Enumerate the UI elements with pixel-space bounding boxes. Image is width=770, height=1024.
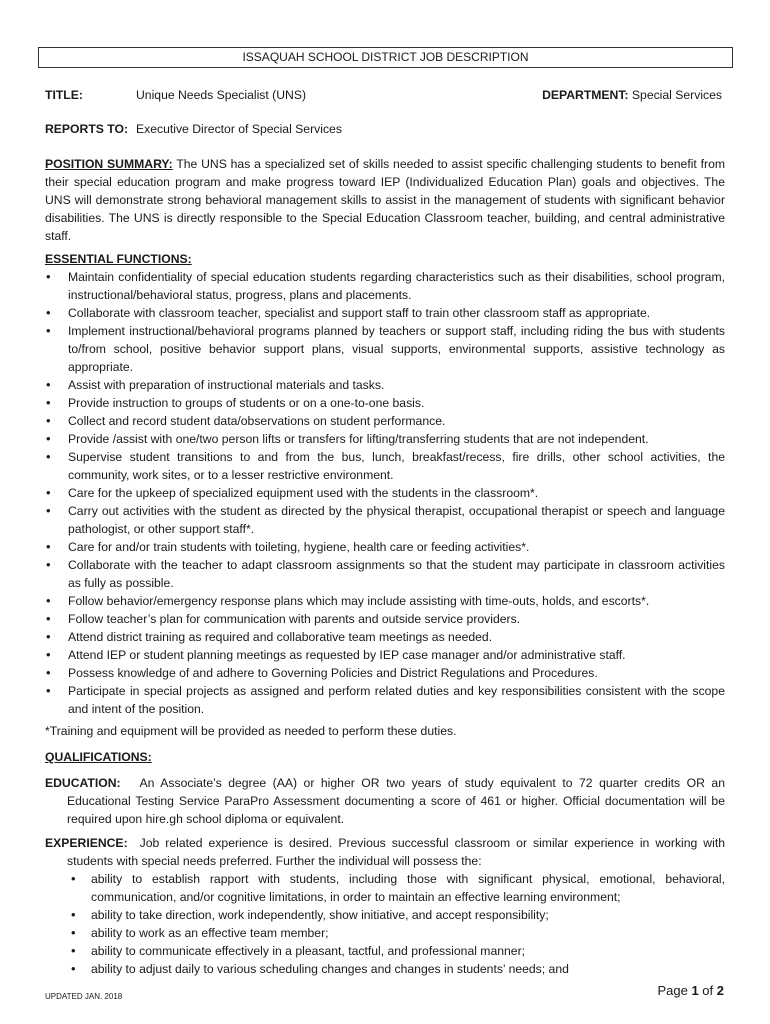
department-value: Special Services (631, 88, 722, 102)
list-item: • Provide instruction to groups of students or on a one-to-one basis. (45, 394, 725, 412)
list-item: • ability to work as an effective team member; (68, 924, 725, 942)
list-item: • Follow behavior/emergency response plans which may include assisting with time-outs, holds, and escorts*. (45, 592, 725, 610)
list-item: • Supervise student transitions to and from the bus, lunch, breakfast/recess, fire drills, other school activities, the community, work sites, or to a lesser restrictive environment. (45, 448, 725, 484)
department-label: DEPARTMENT: (542, 88, 629, 102)
qualifications-heading: QUALIFICATIONS: (45, 750, 152, 764)
list-item: • Follow teacher’s plan for communication with parents and outside service providers. (45, 610, 725, 628)
list-item: • Care for the upkeep of specialized equipment used with the students in the classroom*. (45, 484, 725, 502)
title-row (45, 86, 725, 104)
list-item: • ability to take direction, work independently, show initiative, and accept responsibility; (68, 906, 725, 924)
position-summary-label: POSITION SUMMARY: (45, 157, 173, 171)
position-summary (45, 155, 725, 245)
list-item: • Provide /assist with one/two person lifts or transfers for lifting/transferring students that are not independent. (45, 430, 725, 448)
list-item: • Possess knowledge of and adhere to Governing Policies and District Regulations and Procedures. (45, 664, 725, 682)
list-item: • ability to adjust daily to various scheduling changes and changes in students’ needs; and (68, 960, 725, 978)
essential-functions-list (45, 268, 725, 718)
list-item: • Attend district training as required and collaborative team meetings as needed. (45, 628, 725, 646)
list-item: • Assist with preparation of instructional materials and tasks. (45, 376, 725, 394)
experience-text: Job related experience is desired. Previous successful classroom or similar experience in working with students with special needs preferred. Further the individual will possess the: (67, 836, 725, 868)
list-item: • Maintain confidentiality of special education students regarding characteristics such as their disabilities, school program, instructional/behavioral status, progress, plans and placements. (45, 268, 725, 304)
training-note: *Training and equipment will be provided as needed to perform these duties. (45, 724, 457, 738)
footer-updated: UPDATED JAN. 2018 (45, 992, 123, 1001)
education-label: EDUCATION: (45, 776, 121, 790)
reports-row (45, 120, 342, 138)
document-header (38, 47, 733, 68)
reports-label: REPORTS TO: (45, 122, 129, 136)
page-number: Page 1 of 2 (657, 983, 724, 998)
list-item: • Implement instructional/behavioral programs planned by teachers or support staff, including riding the bus with students to/from school, positive behavior support plans, visual supports, environmental supports, assistive technology as appropriate. (45, 322, 725, 376)
list-item: • Carry out activities with the student as directed by the physical therapist, occupational therapist or speech and language pathologist, or other support staff*. (45, 502, 725, 538)
list-item: • Collaborate with the teacher to adapt classroom assignments so that the student may participate in classroom activities as fully as possible. (45, 556, 725, 592)
experience-section (45, 834, 725, 870)
experience-label: EXPERIENCE: (45, 836, 128, 850)
education-text: An Associate’s degree (AA) or higher OR two years of study equivalent to 72 quarter credits OR an Educational Testing Service ParaPro Assessment documenting a score of 461 or higher. Official documentation will be required upon hire.gh school diploma or equivalent. (67, 776, 725, 826)
list-item: • Collect and record student data/observations on student performance. (45, 412, 725, 430)
list-item: • Care for and/or train students with toileting, hygiene, health care or feeding activities*. (45, 538, 725, 556)
title-value: Unique Needs Specialist (UNS) (136, 88, 307, 102)
position-summary-text: The UNS has a specialized set of skills needed to assist specific challenging students to benefit from their special education program and make progress toward IEP (Individualized Education Plan) goals and objectives. The UNS will demonstrate strong behavioral management skills to assist in the management of students with significant behavior disabilities. The UNS is directly responsible to the Special Education Classroom teacher, building, and central administrative staff. (45, 157, 725, 243)
experience-list (68, 870, 725, 978)
department (542, 86, 722, 104)
document-title: ISSAQUAH SCHOOL DISTRICT JOB DESCRIPTION (242, 50, 529, 64)
list-item: • ability to establish rapport with students, including those with significant physical, emotional, behavioral, communication, and/or cognitive limitations, in order to maintain an effective learning environment; (68, 870, 725, 906)
list-item: • Collaborate with classroom teacher, specialist and support staff to train other classroom staff as appropriate. (45, 304, 725, 322)
reports-value: Executive Director of Special Services (136, 122, 342, 136)
education-section (45, 774, 725, 828)
list-item: • Attend IEP or student planning meetings as requested by IEP case manager and/or administrative staff. (45, 646, 725, 664)
list-item: • ability to communicate effectively in a pleasant, tactful, and professional manner; (68, 942, 725, 960)
list-item: • Participate in special projects as assigned and perform related duties and key responsibilities consistent with the scope and intent of the position. (45, 682, 725, 718)
title-label: TITLE: (45, 88, 83, 102)
essential-functions-heading: ESSENTIAL FUNCTIONS: (45, 252, 192, 266)
